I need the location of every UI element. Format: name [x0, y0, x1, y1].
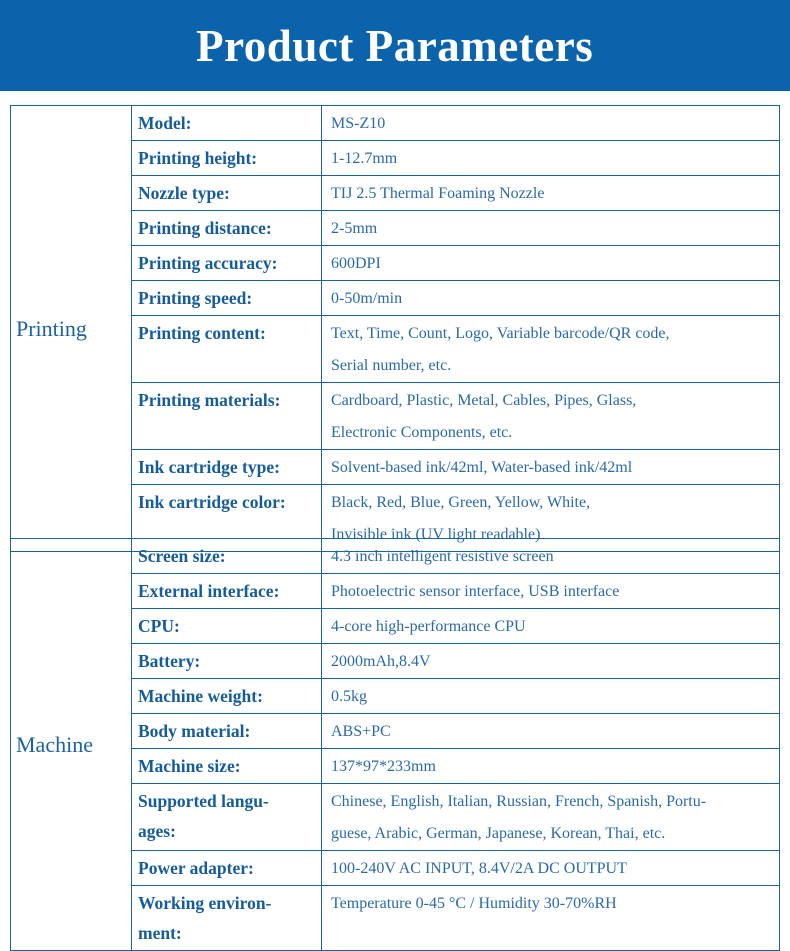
param-value: MS-Z10 — [322, 106, 780, 141]
page-title: Product Parameters — [196, 20, 594, 71]
param-value: Solvent-based ink/42ml, Water-based ink/42ml — [322, 450, 780, 485]
param-value — [322, 784, 780, 851]
param-label: Printing materials: — [132, 383, 322, 450]
param-label: Printing content: — [132, 316, 322, 383]
value-line: Black, Red, Blue, Green, Yellow, White, — [331, 494, 591, 511]
param-label: Body material: — [132, 714, 322, 749]
param-label — [132, 784, 322, 851]
value-line: Chinese, English, Italian, Russian, French, Spanish, Portu- — [331, 793, 707, 810]
param-value: 0.5kg — [322, 679, 780, 714]
param-value: Photoelectric sensor interface, USB interface — [322, 574, 780, 609]
param-label: Machine size: — [132, 749, 322, 784]
param-label: Printing distance: — [132, 211, 322, 246]
param-label: Ink cartridge type: — [132, 450, 322, 485]
label-line: Supported langu- — [138, 791, 269, 811]
printing-spec-table — [10, 105, 780, 552]
param-label: External interface: — [132, 574, 322, 609]
param-label: Printing speed: — [132, 281, 322, 316]
machine-spec-table — [10, 538, 780, 951]
label-line: ment: — [138, 923, 182, 943]
param-label: Printing height: — [132, 141, 322, 176]
label-line: ages: — [138, 821, 176, 841]
param-value: 137*97*233mm — [322, 749, 780, 784]
table-row — [11, 539, 780, 574]
param-value: Temperature 0-45 °C / Humidity 30-70%RH — [322, 886, 780, 951]
param-value: 0-50m/min — [322, 281, 780, 316]
label-line: Working environ- — [138, 893, 272, 913]
param-label: Model: — [132, 106, 322, 141]
value-line: Electronic Components, etc. — [331, 424, 513, 441]
param-label: Machine weight: — [132, 679, 322, 714]
param-label: Ink cartridge color: — [132, 485, 322, 552]
category-label: Printing — [11, 106, 132, 552]
value-line: Serial number, etc. — [331, 357, 452, 374]
param-value: 1-12.7mm — [322, 141, 780, 176]
table-row — [11, 106, 780, 141]
param-value: 2-5mm — [322, 211, 780, 246]
param-label: Screen size: — [132, 539, 322, 574]
value-line: Cardboard, Plastic, Metal, Cables, Pipes, Glass, — [331, 392, 637, 409]
param-label — [132, 886, 322, 951]
value-line: Invisible ink (UV light readable) — [331, 526, 541, 543]
param-label: Battery: — [132, 644, 322, 679]
category-label: Machine — [11, 539, 132, 951]
param-value: 4-core high-performance CPU — [322, 609, 780, 644]
param-value: ABS+PC — [322, 714, 780, 749]
value-line: guese, Arabic, German, Japanese, Korean, Thai, etc. — [331, 825, 666, 842]
param-value: 2000mAh,8.4V — [322, 644, 780, 679]
param-value: 100-240V AC INPUT, 8.4V/2A DC OUTPUT — [322, 851, 780, 886]
header-banner — [0, 0, 790, 91]
param-label: Power adapter: — [132, 851, 322, 886]
value-line: Text, Time, Count, Logo, Variable barcode/QR code, — [331, 325, 670, 342]
param-value: TIJ 2.5 Thermal Foaming Nozzle — [322, 176, 780, 211]
param-label: Nozzle type: — [132, 176, 322, 211]
param-label: CPU: — [132, 609, 322, 644]
param-value — [322, 383, 780, 450]
param-label: Printing accuracy: — [132, 246, 322, 281]
param-value: 600DPI — [322, 246, 780, 281]
param-value: 4.3 inch intelligent resistive screen — [322, 539, 780, 574]
param-value — [322, 316, 780, 383]
